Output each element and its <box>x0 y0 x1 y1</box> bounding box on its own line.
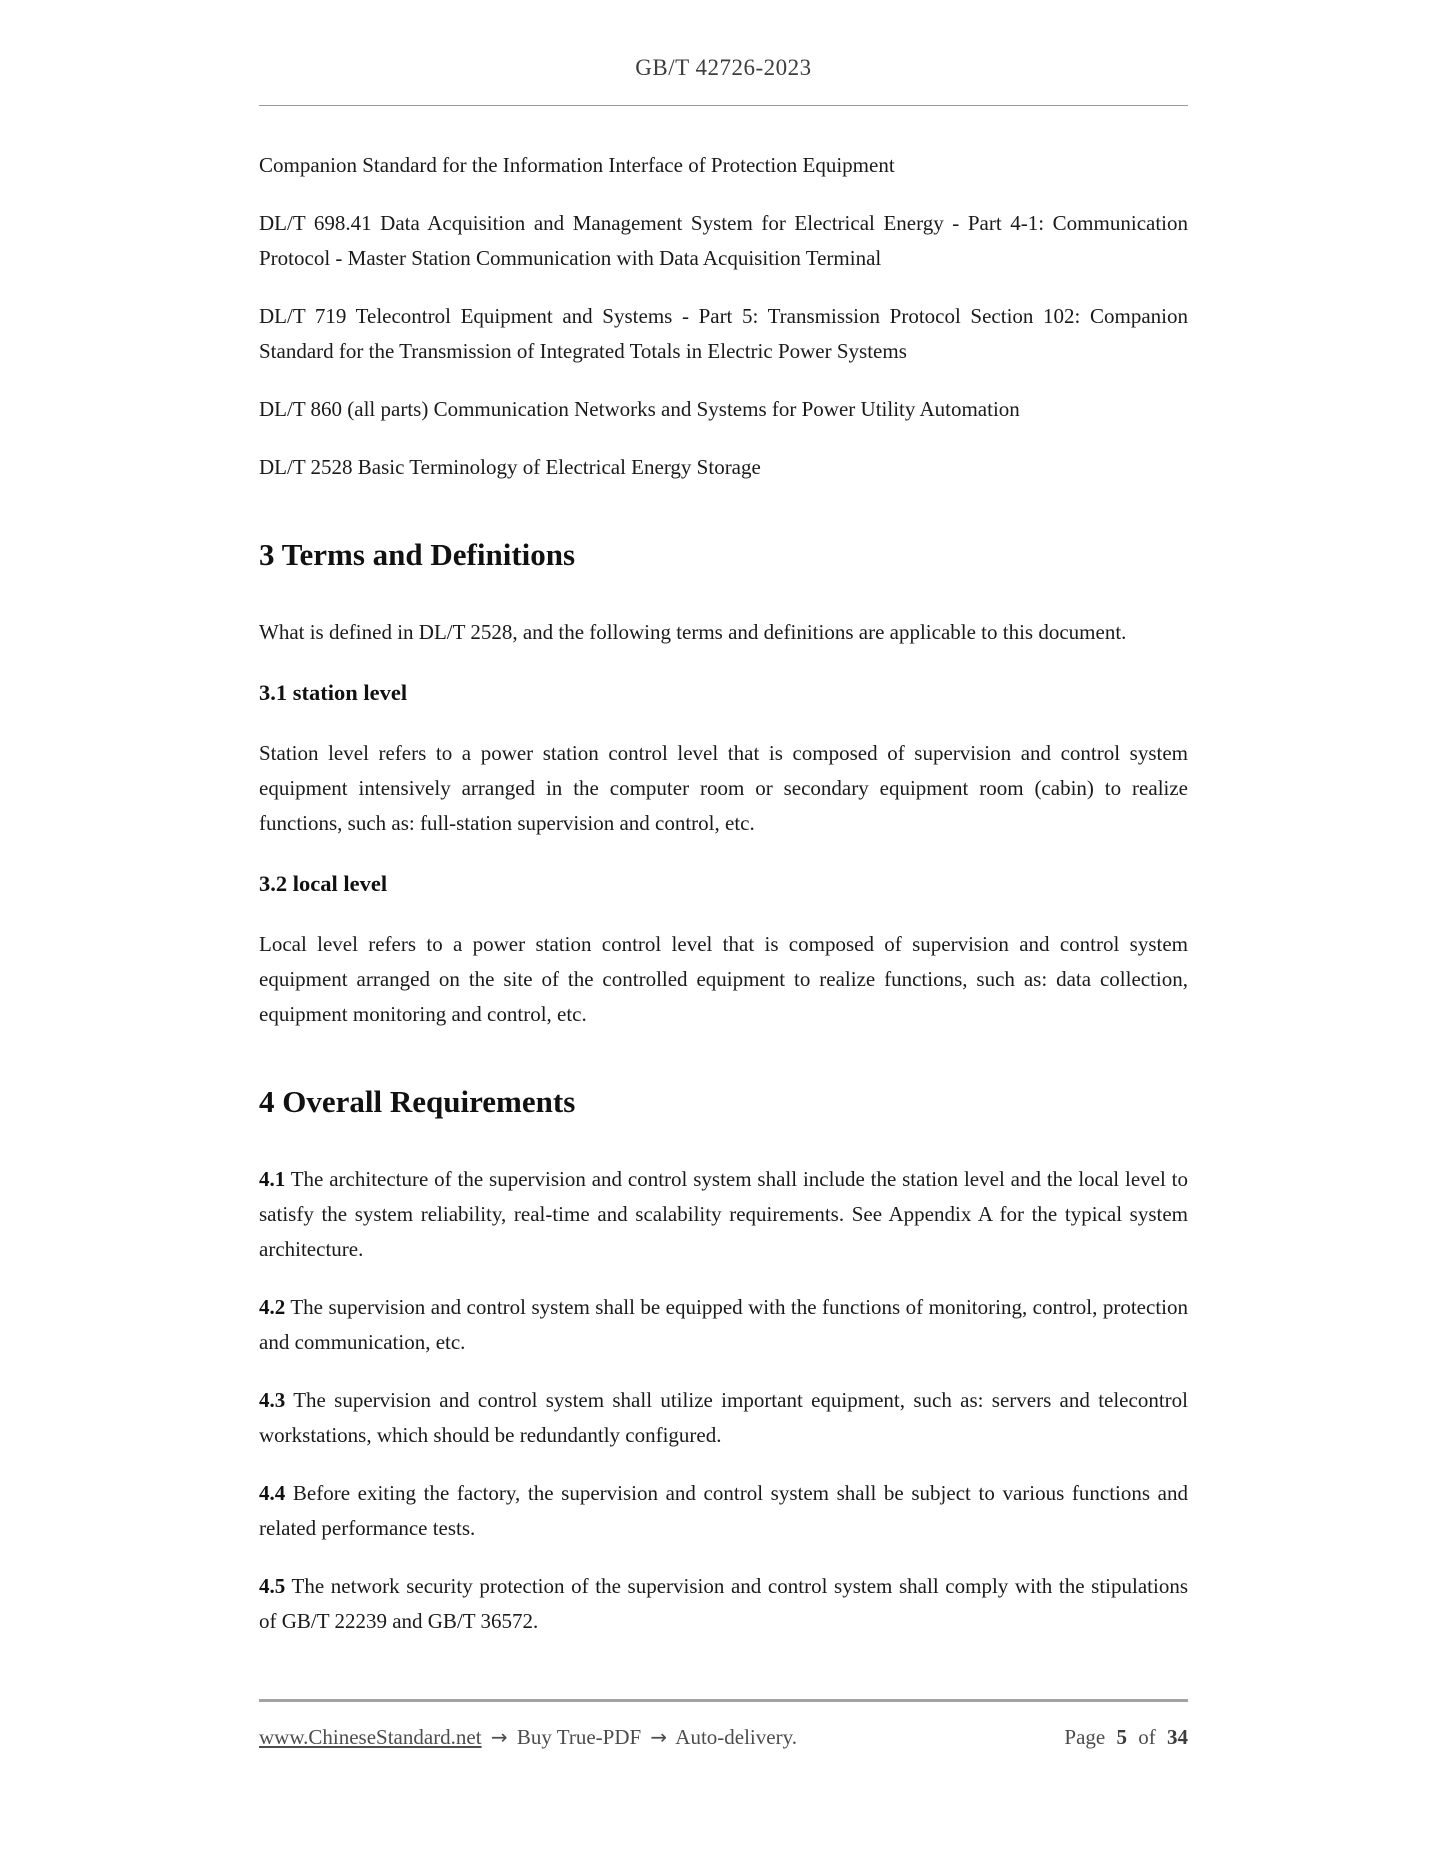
page-indicator-label: Page <box>1064 1725 1106 1749</box>
clause-4-5-paragraph <box>259 1569 1188 1639</box>
footer-buy-label: Buy True-PDF <box>516 1725 642 1749</box>
subsection-3-2-heading: 3.2 local level <box>259 871 388 896</box>
reference-paragraph-dlt-719: DL/T 719 Telecontrol Equipment and Systems - Part 5: Transmission Protocol Section 102: Companion Standard for the Transmission of Integrated Totals in Electric Power Systems <box>259 304 1188 363</box>
clause-4-3-number: 4.3 <box>259 1388 286 1412</box>
reference-paragraph-protection-equipment: Companion Standard for the Information Interface of Protection Equipment <box>259 153 895 177</box>
page-indicator <box>1064 1722 1188 1752</box>
clause-4-1-paragraph <box>259 1162 1188 1267</box>
page-indicator-of-label: of <box>1138 1725 1156 1749</box>
section-4-heading: 4 Overall Requirements <box>259 1084 576 1119</box>
clause-4-5-number: 4.5 <box>259 1574 286 1598</box>
section-3-heading: 3 Terms and Definitions <box>259 537 576 572</box>
clause-4-3-text: The supervision and control system shall utilize important equipment, such as: servers and telecontrol workstations, which should be redundantly configured. <box>259 1388 1188 1447</box>
footer-left-text <box>259 1722 797 1752</box>
clause-4-5-text: The network security protection of the supervision and control system shall comply with the stipulations of GB/T 22239 and GB/T 36572. <box>259 1574 1189 1633</box>
clause-4-2-paragraph <box>259 1290 1188 1360</box>
clause-4-4-paragraph <box>259 1476 1188 1546</box>
header-divider <box>259 105 1188 106</box>
subsection-3-2-paragraph: Local level refers to a power station control level that is composed of supervision and control system equipment arranged on the site of the controlled equipment to realize functions, such as: data collection, equipment monitoring and control, etc. <box>259 932 1188 1026</box>
clause-4-3-paragraph <box>259 1383 1188 1453</box>
reference-paragraph-dlt-860: DL/T 860 (all parts) Communication Networks and Systems for Power Utility Automation <box>259 397 1020 421</box>
reference-paragraph-dlt-2528: DL/T 2528 Basic Terminology of Electrical Energy Storage <box>259 455 761 479</box>
clause-4-2-text: The supervision and control system shall be equipped with the functions of monitoring, control, protection and communication, etc. <box>259 1295 1188 1354</box>
footer-delivery-label: Auto-delivery. <box>675 1725 797 1749</box>
standard-number-header: GB/T 42726-2023 <box>635 55 812 80</box>
clause-4-2-number: 4.2 <box>259 1295 286 1319</box>
footer-divider <box>259 1699 1188 1702</box>
subsection-3-1-paragraph: Station level refers to a power station control level that is composed of supervision and control system equipment intensively arranged in the computer room or secondary equipment room (cabin) to realize functions, such as: full-station supervision and control, etc. <box>259 741 1188 835</box>
clause-4-1-number: 4.1 <box>259 1167 286 1191</box>
subsection-3-1-heading: 3.1 station level <box>259 680 408 705</box>
reference-paragraph-dlt-698-41: DL/T 698.41 Data Acquisition and Management System for Electrical Energy - Part 4-1: Communication Protocol - Master Station Communication with Data Acquisition Terminal <box>259 211 1188 270</box>
clause-4-4-text: Before exiting the factory, the supervision and control system shall be subject to various functions and related performance tests. <box>259 1481 1189 1540</box>
right-arrow-icon: → <box>650 1725 668 1749</box>
section-3-intro-paragraph: What is defined in DL/T 2528, and the following terms and definitions are applicable to this document. <box>259 620 1127 644</box>
footer-website-link[interactable]: www.ChineseStandard.net <box>259 1725 482 1749</box>
right-arrow-icon: → <box>490 1725 508 1749</box>
page-indicator-current: 5 <box>1116 1725 1127 1749</box>
page-footer <box>259 1722 1188 1752</box>
clause-4-1-text: The architecture of the supervision and control system shall include the station level and the local level to satisfy the system reliability, real-time and scalability requirements. See Appendix A for the typical system architecture. <box>259 1167 1188 1261</box>
clause-4-4-number: 4.4 <box>259 1481 286 1505</box>
page-indicator-total: 34 <box>1167 1725 1188 1749</box>
